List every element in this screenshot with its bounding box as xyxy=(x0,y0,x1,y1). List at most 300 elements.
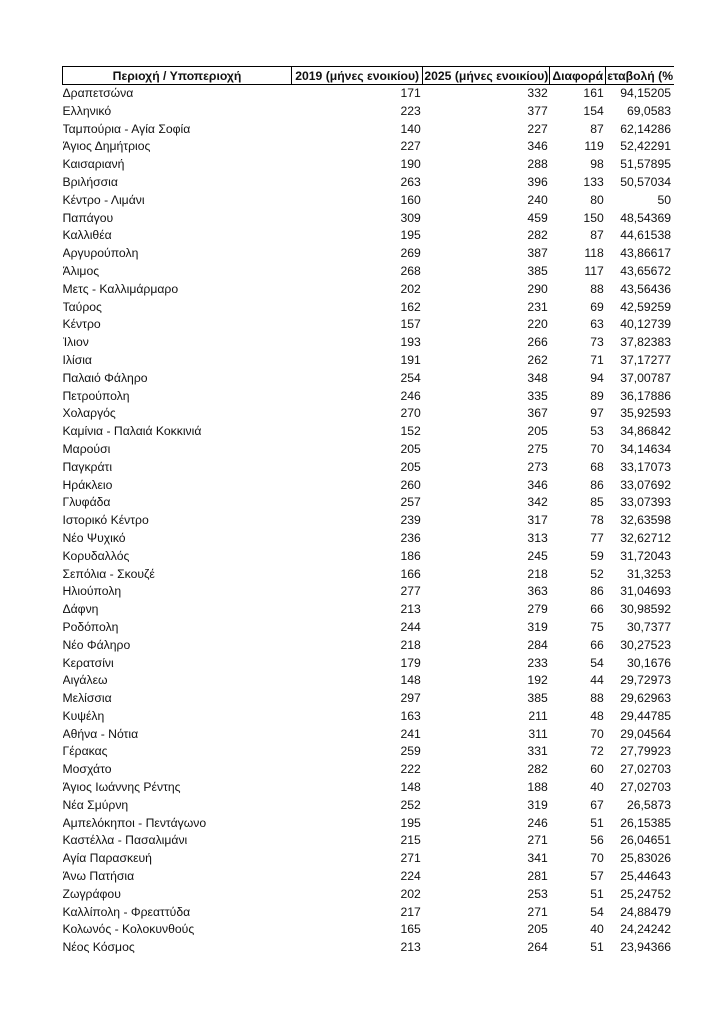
cell-2019[interactable]: 217 xyxy=(400,904,421,919)
cell-2019[interactable]: 202 xyxy=(400,886,421,901)
spreadsheet xyxy=(62,66,674,957)
cell-change-percent[interactable]: 50,57034 xyxy=(620,174,672,189)
cell-change-percent[interactable]: 32,63598 xyxy=(620,513,672,528)
cell-difference[interactable]: 51 xyxy=(590,886,604,901)
table-row xyxy=(63,227,675,245)
table-row xyxy=(63,939,675,957)
table-row xyxy=(63,904,675,922)
table-row xyxy=(63,690,675,708)
cell-difference[interactable]: 56 xyxy=(590,833,604,848)
cell-difference[interactable]: 72 xyxy=(590,744,604,759)
cell-2025[interactable]: 188 xyxy=(527,780,548,795)
table-row xyxy=(63,921,675,939)
cell-2019[interactable]: 140 xyxy=(400,121,421,136)
cell-2019[interactable]: 163 xyxy=(400,708,421,723)
cell-2019[interactable]: 222 xyxy=(400,762,421,777)
cell-area[interactable]: Αιγάλεω xyxy=(62,673,108,688)
cell-area[interactable]: Ζωγράφου xyxy=(62,886,121,901)
cell-area[interactable]: Βριλήσσια xyxy=(62,174,118,189)
cell-area[interactable]: Ταμπούρια - Αγία Σοφία xyxy=(62,121,191,136)
cell-2019[interactable]: 148 xyxy=(400,673,421,688)
cell-2025[interactable]: 231 xyxy=(527,299,548,314)
table-row xyxy=(63,779,675,797)
cell-difference[interactable]: 75 xyxy=(590,619,604,634)
cell-2025[interactable]: 271 xyxy=(527,833,548,848)
cell-2025[interactable]: 281 xyxy=(527,869,548,884)
cell-area[interactable]: Παγκράτι xyxy=(62,459,113,474)
cell-change-percent[interactable]: 43,65672 xyxy=(620,263,672,278)
table-row xyxy=(63,281,675,299)
cell-difference[interactable]: 98 xyxy=(590,157,604,172)
cell-2025[interactable]: 220 xyxy=(527,317,548,332)
cell-area[interactable]: Μαρούσι xyxy=(62,441,111,456)
cell-difference[interactable]: 66 xyxy=(590,602,604,617)
header-area[interactable]: Περιοχή / Υποπεριοχή xyxy=(63,67,292,85)
cell-change-percent[interactable]: 50 xyxy=(657,192,672,207)
table-row xyxy=(63,672,675,690)
cell-area[interactable]: Κορυδαλλός xyxy=(62,548,130,563)
table-row xyxy=(63,832,675,850)
cell-area[interactable]: Κέντρο xyxy=(62,317,101,332)
table-row xyxy=(63,441,675,459)
cell-2019[interactable]: 190 xyxy=(400,157,421,172)
cell-area[interactable]: Δάφνη xyxy=(62,602,99,617)
cell-area[interactable]: Ροδόπολη xyxy=(62,619,119,634)
cell-area[interactable]: Ταύρος xyxy=(62,299,102,314)
cell-change-percent[interactable]: 48,54369 xyxy=(620,210,672,225)
cell-change-percent[interactable]: 26,5873 xyxy=(626,797,672,812)
cell-2019[interactable]: 223 xyxy=(400,103,421,118)
cell-difference[interactable]: 133 xyxy=(583,174,604,189)
cell-2019[interactable]: 165 xyxy=(400,922,421,937)
cell-2025[interactable]: 377 xyxy=(527,103,548,118)
cell-2019[interactable]: 218 xyxy=(400,637,421,652)
cell-area[interactable]: Καλλίπολη - Φρεαττύδα xyxy=(62,904,191,919)
cell-2025[interactable]: 253 xyxy=(527,886,548,901)
table-row xyxy=(63,459,675,477)
cell-change-percent[interactable]: 52,42291 xyxy=(620,139,672,154)
cell-change-percent[interactable]: 30,1676 xyxy=(626,655,672,670)
cell-change-percent[interactable]: 31,04693 xyxy=(620,584,672,599)
cell-change-percent[interactable]: 37,82383 xyxy=(620,335,672,350)
cell-2025[interactable]: 346 xyxy=(527,477,548,492)
cell-2019[interactable]: 257 xyxy=(400,495,421,510)
cell-difference[interactable]: 44 xyxy=(590,673,604,688)
cell-area[interactable]: Σεπόλια - Σκουζέ xyxy=(62,566,155,581)
cell-2025[interactable]: 331 xyxy=(527,744,548,759)
cell-area[interactable]: Άγιος Δημήτριος xyxy=(62,139,151,154)
cell-2019[interactable]: 269 xyxy=(400,246,421,261)
table-row xyxy=(63,370,675,388)
cell-difference[interactable]: 40 xyxy=(590,922,604,937)
cell-2025[interactable]: 346 xyxy=(527,139,548,154)
cell-difference[interactable]: 57 xyxy=(590,869,604,884)
cell-difference[interactable]: 52 xyxy=(590,566,604,581)
cell-2025[interactable]: 245 xyxy=(527,548,548,563)
table-body xyxy=(63,85,675,958)
cell-change-percent[interactable]: 29,04564 xyxy=(620,726,672,741)
table-row xyxy=(63,85,675,103)
cell-2025[interactable]: 459 xyxy=(527,210,548,225)
cell-change-percent[interactable]: 43,86617 xyxy=(620,246,672,261)
cell-difference[interactable]: 54 xyxy=(590,655,604,670)
cell-difference[interactable]: 63 xyxy=(590,317,604,332)
cell-area[interactable]: Άνω Πατήσια xyxy=(62,869,135,884)
cell-change-percent[interactable]: 27,02703 xyxy=(620,780,672,795)
cell-area[interactable]: Ίλιον xyxy=(62,335,89,350)
cell-difference[interactable]: 40 xyxy=(590,780,604,795)
cell-2019[interactable]: 277 xyxy=(400,584,421,599)
cell-area[interactable]: Νέος Κόσμος xyxy=(62,940,135,955)
cell-area[interactable]: Ηράκλειο xyxy=(62,477,113,492)
cell-2025[interactable]: 282 xyxy=(527,762,548,777)
cell-difference[interactable]: 70 xyxy=(590,726,604,741)
table-row xyxy=(63,103,675,121)
cell-change-percent[interactable]: 44,61538 xyxy=(620,228,672,243)
cell-area[interactable]: Ιλίσια xyxy=(62,352,92,367)
cell-area[interactable]: Νέα Σμύρνη xyxy=(62,797,129,812)
table-row xyxy=(63,316,675,334)
cell-difference[interactable]: 70 xyxy=(590,441,604,456)
cell-area[interactable]: Μετς - Καλλιμάρμαρο xyxy=(62,281,179,296)
cell-2025[interactable]: 385 xyxy=(527,263,548,278)
table-row xyxy=(63,174,675,192)
cell-area[interactable]: Γέρακας xyxy=(62,744,108,759)
cell-2025[interactable]: 218 xyxy=(527,566,548,581)
cell-change-percent[interactable]: 30,7377 xyxy=(626,619,672,634)
table-row xyxy=(63,121,675,139)
cell-area[interactable]: Δραπετσώνα xyxy=(62,86,134,100)
cell-2025[interactable]: 290 xyxy=(527,281,548,296)
cell-2019[interactable]: 162 xyxy=(400,299,421,314)
cell-difference[interactable]: 97 xyxy=(590,406,604,421)
header-row xyxy=(63,67,675,85)
cell-2025[interactable]: 284 xyxy=(527,637,548,652)
cell-difference[interactable]: 117 xyxy=(584,263,604,278)
table-row xyxy=(63,743,675,761)
cell-2019[interactable]: 259 xyxy=(400,744,421,759)
table-row xyxy=(63,334,675,352)
cell-2019[interactable]: 270 xyxy=(400,406,421,421)
cell-area[interactable]: Κολωνός - Κολοκυνθούς xyxy=(62,922,195,937)
cell-2025[interactable]: 211 xyxy=(528,708,548,723)
table-row xyxy=(63,566,675,584)
cell-2019[interactable]: 195 xyxy=(400,228,421,243)
cell-2019[interactable]: 179 xyxy=(400,655,421,670)
cell-2025[interactable]: 262 xyxy=(527,352,548,367)
table-row xyxy=(63,886,675,904)
cell-area[interactable]: Αργυρούπολη xyxy=(62,246,139,261)
cell-2025[interactable]: 233 xyxy=(527,655,548,670)
cell-2025[interactable]: 192 xyxy=(527,673,548,688)
cell-difference[interactable]: 59 xyxy=(590,548,604,563)
cell-2019[interactable]: 152 xyxy=(400,424,421,439)
table-row xyxy=(63,405,675,423)
cell-difference[interactable]: 85 xyxy=(590,495,604,510)
cell-change-percent[interactable]: 29,72973 xyxy=(620,673,672,688)
cell-difference[interactable]: 86 xyxy=(590,477,604,492)
cell-2019[interactable]: 241 xyxy=(400,726,421,741)
cell-2025[interactable]: 342 xyxy=(527,495,548,510)
cell-2019[interactable]: 246 xyxy=(400,388,421,403)
cell-difference[interactable]: 68 xyxy=(590,459,604,474)
cell-area[interactable]: Καστέλλα - Πασαλιμάνι xyxy=(62,833,188,848)
cell-difference[interactable]: 94 xyxy=(590,370,604,385)
cell-change-percent[interactable]: 69,0583 xyxy=(626,103,672,118)
cell-difference[interactable]: 67 xyxy=(590,797,604,812)
table-row xyxy=(63,530,675,548)
cell-2025[interactable]: 313 xyxy=(527,530,548,545)
cell-difference[interactable]: 73 xyxy=(590,335,604,350)
cell-area[interactable]: Καμίνια - Παλαιά Κοκκινιά xyxy=(62,424,202,439)
cell-2025[interactable]: 266 xyxy=(527,335,548,350)
cell-2019[interactable]: 215 xyxy=(400,833,421,848)
cell-difference[interactable]: 154 xyxy=(583,103,604,118)
cell-change-percent[interactable]: 42,59259 xyxy=(620,299,672,314)
cell-2019[interactable]: 297 xyxy=(400,691,421,706)
table-row xyxy=(63,548,675,566)
cell-change-percent[interactable]: 33,17073 xyxy=(620,459,672,474)
cell-difference[interactable]: 150 xyxy=(583,210,604,225)
cell-2025[interactable]: 317 xyxy=(527,513,548,528)
cell-2025[interactable]: 367 xyxy=(527,406,548,421)
cell-area[interactable]: Μελίσσια xyxy=(62,691,112,706)
cell-area[interactable]: Κέντρο - Λιμάνι xyxy=(62,192,145,207)
cell-change-percent[interactable]: 62,14286 xyxy=(620,121,672,136)
cell-change-percent[interactable]: 31,72043 xyxy=(620,548,672,563)
cell-area[interactable]: Κερατσίνι xyxy=(62,655,114,670)
cell-area[interactable]: Παπάγου xyxy=(62,210,114,225)
table-row xyxy=(63,726,675,744)
cell-difference[interactable]: 78 xyxy=(590,513,604,528)
cell-change-percent[interactable]: 37,17277 xyxy=(620,352,672,367)
cell-difference[interactable]: 51 xyxy=(590,940,604,955)
cell-difference[interactable]: 54 xyxy=(590,904,604,919)
cell-2019[interactable]: 236 xyxy=(400,530,421,545)
cell-2019[interactable]: 186 xyxy=(400,548,421,563)
cell-change-percent[interactable]: 51,57895 xyxy=(620,157,672,172)
table-row xyxy=(63,352,675,370)
cell-change-percent[interactable]: 23,94366 xyxy=(620,940,672,955)
cell-area[interactable]: Αθήνα - Νότια xyxy=(62,726,139,741)
cell-change-percent[interactable]: 34,14634 xyxy=(620,441,672,456)
cell-area[interactable]: Καισαριανή xyxy=(62,157,125,172)
table-row xyxy=(63,263,675,281)
cell-area[interactable]: Ηλιούπολη xyxy=(62,584,122,599)
cell-2025[interactable]: 335 xyxy=(527,388,548,403)
cell-2025[interactable]: 396 xyxy=(527,174,548,189)
cell-2019[interactable]: 224 xyxy=(400,869,421,884)
cell-difference[interactable]: 53 xyxy=(590,424,604,439)
cell-change-percent[interactable]: 27,02703 xyxy=(620,762,672,777)
table-row xyxy=(63,619,675,637)
cell-2019[interactable]: 160 xyxy=(400,192,421,207)
table-row xyxy=(63,299,675,317)
cell-2019[interactable]: 227 xyxy=(400,139,421,154)
cell-2025[interactable]: 227 xyxy=(527,121,548,136)
cell-2025[interactable]: 332 xyxy=(527,86,548,100)
cell-area[interactable]: Άγιος Ιωάννης Ρέντης xyxy=(62,780,181,795)
cell-2019[interactable]: 254 xyxy=(400,370,421,385)
cell-difference[interactable]: 48 xyxy=(590,708,604,723)
header-difference[interactable]: Διαφορά xyxy=(550,67,606,85)
cell-2019[interactable]: 205 xyxy=(400,441,421,456)
cell-change-percent[interactable]: 43,56436 xyxy=(620,281,672,296)
table-row xyxy=(63,494,675,512)
cell-area[interactable]: Καλλιθέα xyxy=(62,228,112,243)
cell-change-percent[interactable]: 33,07692 xyxy=(620,477,672,492)
table-row xyxy=(63,655,675,673)
cell-difference[interactable]: 87 xyxy=(590,228,604,243)
cell-difference[interactable]: 118 xyxy=(584,246,604,261)
cell-change-percent[interactable]: 25,24752 xyxy=(620,886,672,901)
table-row xyxy=(63,850,675,868)
cell-area[interactable]: Γλυφάδα xyxy=(62,495,111,510)
cell-difference[interactable]: 161 xyxy=(583,86,604,100)
cell-2019[interactable]: 205 xyxy=(400,459,421,474)
cell-change-percent[interactable]: 36,17886 xyxy=(620,388,672,403)
table-row xyxy=(63,583,675,601)
cell-area[interactable]: Νέο Φάληρο xyxy=(62,637,131,652)
cell-2019[interactable]: 309 xyxy=(400,210,421,225)
cell-difference[interactable]: 89 xyxy=(590,388,604,403)
cell-2025[interactable]: 282 xyxy=(527,228,548,243)
cell-2019[interactable]: 166 xyxy=(400,566,421,581)
cell-change-percent[interactable]: 94,15205 xyxy=(620,86,672,100)
cell-2019[interactable]: 239 xyxy=(400,513,421,528)
cell-area[interactable]: Χολαργός xyxy=(62,406,116,421)
table-row xyxy=(63,156,675,174)
cell-change-percent[interactable]: 29,62963 xyxy=(620,691,672,706)
cell-2025[interactable]: 205 xyxy=(527,922,548,937)
cell-2025[interactable]: 275 xyxy=(527,441,548,456)
header-2025[interactable]: 2025 (μήνες ενοικίου) xyxy=(424,68,549,83)
cell-2025[interactable]: 311 xyxy=(528,726,548,741)
cell-area[interactable]: Άλιμος xyxy=(62,263,100,278)
cell-2019[interactable]: 202 xyxy=(400,281,421,296)
cell-2019[interactable]: 191 xyxy=(400,352,421,367)
table-row xyxy=(63,601,675,619)
cell-area[interactable]: Πετρούπολη xyxy=(62,388,130,403)
cell-area[interactable]: Παλαιό Φάληρο xyxy=(62,370,148,385)
cell-2019[interactable]: 193 xyxy=(400,335,421,350)
cell-change-percent[interactable]: 40,12739 xyxy=(620,317,672,332)
cell-change-percent[interactable]: 33,07393 xyxy=(620,495,672,510)
cell-change-percent[interactable]: 26,04651 xyxy=(620,833,672,848)
cell-difference[interactable]: 88 xyxy=(590,691,604,706)
cell-2019[interactable]: 252 xyxy=(400,797,421,812)
cell-change-percent[interactable]: 25,83026 xyxy=(620,851,672,866)
cell-2025[interactable]: 240 xyxy=(527,192,548,207)
cell-change-percent[interactable]: 34,86842 xyxy=(620,424,672,439)
cell-difference[interactable]: 77 xyxy=(590,530,604,545)
cell-2019[interactable]: 171 xyxy=(400,86,421,100)
table-row xyxy=(63,512,675,530)
cell-difference[interactable]: 71 xyxy=(590,352,604,367)
table-row xyxy=(63,245,675,263)
cell-2025[interactable]: 387 xyxy=(527,246,548,261)
cell-area[interactable]: Κυψέλη xyxy=(62,708,105,723)
cell-2025[interactable]: 271 xyxy=(527,904,548,919)
cell-difference[interactable]: 69 xyxy=(590,299,604,314)
cell-2025[interactable]: 288 xyxy=(527,157,548,172)
table-row xyxy=(63,388,675,406)
cell-change-percent[interactable]: 32,62712 xyxy=(620,530,672,545)
cell-change-percent[interactable]: 24,24242 xyxy=(620,922,672,937)
cell-2019[interactable]: 213 xyxy=(400,602,421,617)
header-change-percent[interactable]: εταβολή (% xyxy=(607,68,674,83)
rent-months-table xyxy=(62,66,674,957)
cell-difference[interactable]: 119 xyxy=(584,139,604,154)
table-row xyxy=(63,815,675,833)
cell-2025[interactable]: 273 xyxy=(527,459,548,474)
cell-change-percent[interactable]: 29,44785 xyxy=(620,708,672,723)
table-row xyxy=(63,708,675,726)
cell-difference[interactable]: 70 xyxy=(590,851,604,866)
header-2019[interactable]: 2019 (μήνες ενοικίου) xyxy=(292,67,423,85)
cell-area[interactable]: Αγία Παρασκευή xyxy=(62,851,152,866)
cell-2019[interactable]: 260 xyxy=(400,477,421,492)
cell-area[interactable]: Αμπελόκηποι - Πεντάγωνο xyxy=(62,815,207,830)
cell-2019[interactable]: 195 xyxy=(400,815,421,830)
cell-difference[interactable]: 88 xyxy=(590,281,604,296)
cell-area[interactable]: Ελληνικό xyxy=(62,103,112,118)
table-row xyxy=(63,797,675,815)
table-row xyxy=(63,138,675,156)
cell-change-percent[interactable]: 30,98592 xyxy=(620,602,672,617)
cell-change-percent[interactable]: 27,79923 xyxy=(620,744,672,759)
cell-area[interactable]: Ιστορικό Κέντρο xyxy=(62,513,149,528)
cell-change-percent[interactable]: 35,92593 xyxy=(620,406,672,421)
cell-difference[interactable]: 51 xyxy=(590,815,604,830)
cell-2019[interactable]: 157 xyxy=(400,317,421,332)
table-row xyxy=(63,423,675,441)
cell-2025[interactable]: 319 xyxy=(527,619,548,634)
cell-change-percent[interactable]: 30,27523 xyxy=(620,637,672,652)
cell-2025[interactable]: 319 xyxy=(527,797,548,812)
cell-2019[interactable]: 213 xyxy=(400,940,421,955)
cell-change-percent[interactable]: 24,88479 xyxy=(620,904,672,919)
cell-2025[interactable]: 246 xyxy=(527,815,548,830)
cell-area[interactable]: Νέο Ψυχικό xyxy=(62,530,126,545)
table-row xyxy=(63,192,675,210)
cell-2025[interactable]: 205 xyxy=(527,424,548,439)
cell-2025[interactable]: 341 xyxy=(527,851,548,866)
table-row xyxy=(63,637,675,655)
cell-2019[interactable]: 244 xyxy=(400,619,421,634)
cell-difference[interactable]: 80 xyxy=(590,192,604,207)
cell-2019[interactable]: 271 xyxy=(400,851,421,866)
cell-2025[interactable]: 363 xyxy=(527,584,548,599)
cell-2019[interactable]: 268 xyxy=(400,263,421,278)
cell-difference[interactable]: 60 xyxy=(590,762,604,777)
table-row xyxy=(63,210,675,228)
cell-difference[interactable]: 66 xyxy=(590,637,604,652)
cell-2019[interactable]: 263 xyxy=(400,174,421,189)
cell-area[interactable]: Μοσχάτο xyxy=(62,762,112,777)
cell-2019[interactable]: 148 xyxy=(400,780,421,795)
cell-2025[interactable]: 264 xyxy=(527,940,548,955)
cell-change-percent[interactable]: 26,15385 xyxy=(620,815,672,830)
cell-change-percent[interactable]: 31,3253 xyxy=(626,566,672,581)
cell-change-percent[interactable]: 37,00787 xyxy=(620,370,672,385)
cell-difference[interactable]: 87 xyxy=(590,121,604,136)
cell-difference[interactable]: 86 xyxy=(590,584,604,599)
cell-change-percent[interactable]: 25,44643 xyxy=(620,869,672,884)
cell-2025[interactable]: 385 xyxy=(527,691,548,706)
cell-2025[interactable]: 279 xyxy=(527,602,548,617)
cell-2025[interactable]: 348 xyxy=(527,370,548,385)
